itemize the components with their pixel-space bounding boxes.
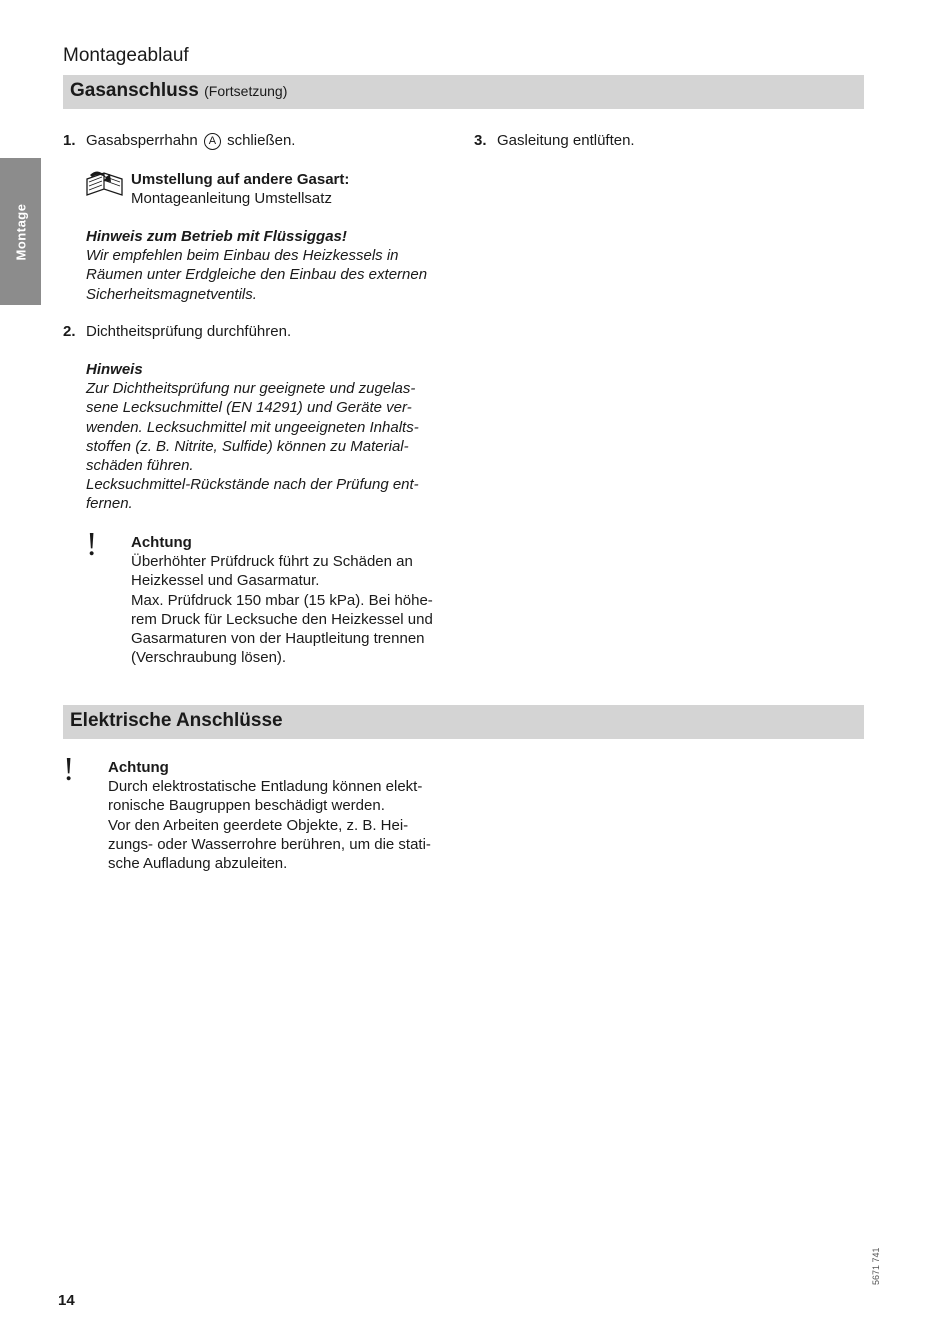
section-heading-gasanschluss — [63, 75, 864, 109]
section-title: Gasanschluss — [70, 80, 199, 101]
achtung-note-2 — [108, 758, 431, 873]
step-1-text — [86, 131, 295, 150]
marker-a: A — [204, 133, 221, 150]
step-1-text-after: schließen. — [227, 132, 296, 149]
lpg-note-title: Hinweis zum Betrieb mit Flüssiggas! — [86, 228, 347, 245]
hinweis-note — [86, 360, 419, 514]
step-number: 2. — [63, 323, 76, 340]
exclamation-icon: ! — [63, 751, 75, 788]
reference-note-text: Montageanleitung Umstellsatz — [131, 190, 332, 208]
step-number: 1. — [63, 132, 76, 149]
page-number: 14 — [58, 1292, 75, 1309]
achtung-title: Achtung — [108, 759, 169, 776]
hinweis-line: stoffen (z. B. Nitrite, Sulfide) können zu Material- — [86, 437, 409, 455]
step-number: 3. — [474, 132, 487, 149]
step-1-text-before: Gasabsperrhahn — [86, 132, 198, 149]
exclamation-icon: ! — [86, 526, 98, 563]
reference-note-title: Umstellung auf andere Gasart: — [131, 171, 350, 188]
step-2 — [63, 322, 76, 341]
hinweis-title: Hinweis — [86, 361, 143, 378]
achtung-line: rem Druck für Lecksuche den Heizkessel und — [131, 610, 433, 628]
hinweis-line: schäden führen. — [86, 457, 194, 475]
lpg-note-line: Räumen unter Erdgleiche den Einbau des externen — [86, 266, 428, 284]
section-subtitle: (Fortsetzung) — [204, 83, 288, 99]
hinweis-line: Lecksuchmittel-Rückstände nach der Prüfung ent- — [86, 476, 419, 494]
hinweis-line: wenden. Lecksuchmittel mit ungeeigneten Inhalts- — [86, 418, 419, 436]
step-1 — [63, 131, 76, 150]
achtung-note-1 — [131, 533, 433, 667]
book-reference-icon — [84, 169, 128, 199]
step-3 — [474, 131, 487, 150]
achtung-line: sche Aufladung abzuleiten. — [108, 855, 288, 873]
achtung-line: Vor den Arbeiten geerdete Objekte, z. B. Hei- — [108, 816, 409, 834]
achtung-line: Durch elektrostatische Entladung können elekt- — [108, 778, 423, 796]
achtung-line: zungs- oder Wasserrohre berühren, um die stati- — [108, 835, 431, 853]
section-heading-elektrische-anschluesse — [63, 705, 864, 739]
achtung-line: Heizkessel und Gasarmatur. — [131, 572, 320, 590]
lpg-note — [86, 227, 427, 304]
reference-note — [131, 170, 349, 208]
hinweis-line: sene Lecksuchmittel (EN 14291) und Geräte ver- — [86, 399, 412, 417]
achtung-title: Achtung — [131, 534, 192, 551]
step-2-text: Dichtheitsprüfung durchführen. — [86, 323, 292, 340]
achtung-line: Überhöhter Prüfdruck führt zu Schäden an — [131, 553, 413, 571]
achtung-line: ronische Baugruppen beschädigt werden. — [108, 797, 385, 815]
achtung-line: Gasarmaturen von der Hauptleitung trennen — [131, 630, 425, 648]
section-title: Elektrische Anschlüsse — [70, 710, 283, 731]
step-3-text: Gasleitung entlüften. — [497, 132, 635, 149]
hinweis-line: Zur Dichtheitsprüfung nur geeignete und zugelas- — [86, 380, 416, 398]
document-code: 5671 741 — [871, 1247, 881, 1285]
achtung-line: Max. Prüfdruck 150 mbar (15 kPa). Bei höhe- — [131, 591, 433, 609]
running-head: Montageablauf — [63, 45, 189, 66]
side-tab-label: Montage — [13, 203, 28, 260]
hinweis-line: fernen. — [86, 495, 133, 513]
achtung-line: (Verschraubung lösen). — [131, 649, 287, 667]
side-tab — [0, 158, 41, 305]
lpg-note-line: Sicherheitsmagnetventils. — [86, 285, 257, 303]
lpg-note-line: Wir empfehlen beim Einbau des Heizkessels in — [86, 247, 399, 265]
